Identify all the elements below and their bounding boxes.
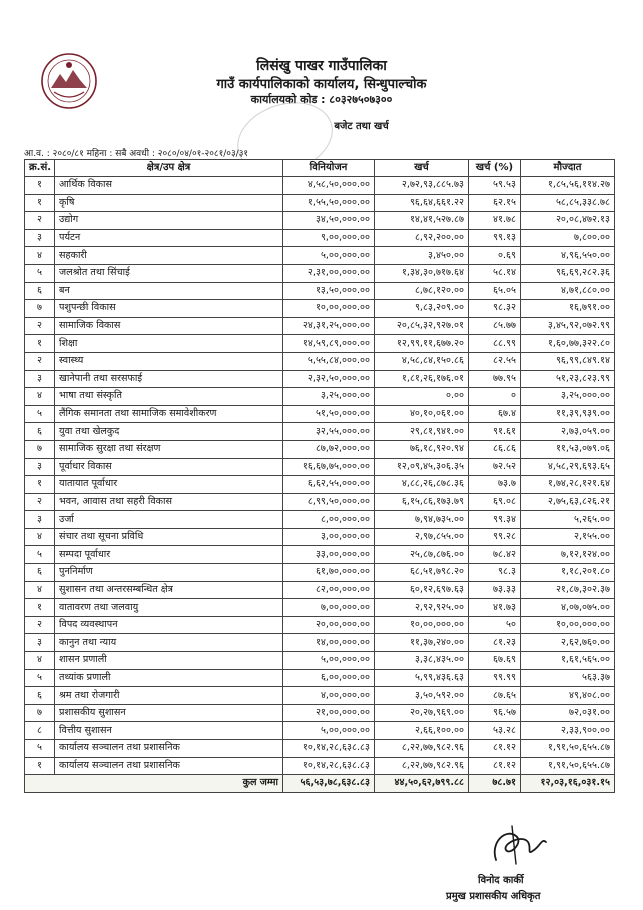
row-percent: ७३.७ — [469, 476, 521, 494]
row-balance: १,१८,२०१.८० — [521, 564, 615, 582]
row-expense: ४०,१०,०६१.०० — [375, 405, 469, 423]
row-serial: १ — [25, 476, 55, 494]
row-percent: ९९.२८ — [469, 528, 521, 546]
table-row — [25, 757, 615, 775]
col-header-balance: मौज्दात — [521, 160, 615, 177]
row-sector: युवा तथा खेलकुद — [55, 423, 283, 441]
row-serial: ७ — [25, 300, 55, 318]
row-balance: ४,९६,५५०.०० — [521, 247, 615, 265]
row-budget: ३४,५०,०००.०० — [283, 212, 375, 230]
row-expense: ७,९४,७३५.०० — [375, 511, 469, 529]
row-sector: विपद व्यवस्थापन — [55, 616, 283, 634]
row-sector: खानेपानी तथा सरसफाई — [55, 370, 283, 388]
row-balance: ११,३९,९३९.०० — [521, 405, 615, 423]
row-sector: सुशासन तथा अन्तरसम्बन्धित क्षेत्र — [55, 581, 283, 599]
row-budget: ३,२५,०००.०० — [283, 388, 375, 406]
table-row — [25, 282, 615, 300]
row-percent: ८७.६५ — [469, 687, 521, 705]
table-row — [25, 352, 615, 370]
row-balance: २,७५,६३,८२६.२१ — [521, 493, 615, 511]
row-sector: सामाजिक सुरक्षा तथा संरक्षण — [55, 440, 283, 458]
row-expense: ४,८८,२६,८७८.३६ — [375, 476, 469, 494]
table-row — [25, 264, 615, 282]
row-sector: वातावरण तथा जलवायु — [55, 599, 283, 617]
row-balance: ५८,८५,३३८.७८ — [521, 194, 615, 212]
row-percent: ८१.१२ — [469, 740, 521, 758]
row-budget: ३३,००,०००.०० — [283, 546, 375, 564]
report-title: बजेट तथा खर्च — [334, 121, 389, 132]
table-row — [25, 317, 615, 335]
row-balance: ९६,९९,८४९.१४ — [521, 352, 615, 370]
row-percent: ५९.५३ — [469, 177, 521, 195]
row-serial: १ — [25, 177, 55, 195]
row-budget: १३,५०,०००.०० — [283, 282, 375, 300]
row-expense: ५,९९,४३६.६३ — [375, 669, 469, 687]
row-serial: ५ — [25, 546, 55, 564]
row-expense: २०,२७,९६९.०० — [375, 704, 469, 722]
row-balance: २,३३,९००.०० — [521, 722, 615, 740]
row-serial: २ — [25, 352, 55, 370]
row-percent: ७७.९५ — [469, 370, 521, 388]
row-serial: ६ — [25, 423, 55, 441]
row-budget: १०,००,०००.०० — [283, 300, 375, 318]
table-row — [25, 194, 615, 212]
row-sector: शिक्षा — [55, 335, 283, 353]
col-header-expense: खर्च — [375, 160, 469, 177]
signatory-name: विनोद कार्की — [478, 875, 524, 886]
row-budget: ४,५८,५०,०००.०० — [283, 177, 375, 195]
table-row — [25, 212, 615, 230]
table-row — [25, 599, 615, 617]
row-sector: पुननिर्माण — [55, 564, 283, 582]
row-serial: ३ — [25, 634, 55, 652]
signatory-designation: प्रमुख प्रशासकीय अधिकृत — [446, 891, 541, 902]
row-balance: ४,५८,२९,६९३.६५ — [521, 458, 615, 476]
row-budget: १४,५९,८९,०००.०० — [283, 335, 375, 353]
row-serial: २ — [25, 616, 55, 634]
fiscal-period: आ.व. : २०८०/८१ महिना : सबै अवधी : २०८०/०४/०१-२०८१/०३/३१ — [24, 149, 249, 159]
row-balance: ७,१२,१२४.०० — [521, 546, 615, 564]
total-percent: ७८.७१ — [469, 775, 521, 793]
row-sector: सहकारी — [55, 247, 283, 265]
row-percent: ९८.३२ — [469, 300, 521, 318]
row-serial: ५ — [25, 405, 55, 423]
table-row — [25, 564, 615, 582]
row-expense: २,६६,१००.०० — [375, 722, 469, 740]
row-budget: ५,००,०००.०० — [283, 652, 375, 670]
table-row — [25, 722, 615, 740]
row-sector: तथ्यांक प्रणाली — [55, 669, 283, 687]
budget-table — [24, 159, 615, 793]
row-balance: २,६२,७६०.०० — [521, 634, 615, 652]
row-balance: ५१,२३,८२३.९९ — [521, 370, 615, 388]
row-sector: वित्तीय सुशासन — [55, 722, 283, 740]
row-budget: ८७,७२,०००.०० — [283, 440, 375, 458]
row-balance: १०,००,०००.०० — [521, 616, 615, 634]
row-expense: २०,८५,३२,९२७.०१ — [375, 317, 469, 335]
row-percent: ८६.८६ — [469, 440, 521, 458]
row-percent: ० — [469, 388, 521, 406]
row-sector: जलश्रोत तथा सिंचाई — [55, 264, 283, 282]
row-expense: ९६,६४,६६१.२२ — [375, 194, 469, 212]
row-expense: ६०,१२,६९७.६३ — [375, 581, 469, 599]
row-expense: २,९७,८५५.०० — [375, 528, 469, 546]
row-budget: ४,००,०००.०० — [283, 687, 375, 705]
row-sector: पर्यटन — [55, 229, 283, 247]
row-expense: ११,३७,२४०.०० — [375, 634, 469, 652]
row-serial: १ — [25, 599, 55, 617]
row-expense: ३,४५०.०० — [375, 247, 469, 265]
row-serial: २ — [25, 493, 55, 511]
row-serial: ४ — [25, 247, 55, 265]
table-row — [25, 669, 615, 687]
row-sector: लैंगिक समानता तथा सामाजिक समावेशीकरण — [55, 405, 283, 423]
row-serial: ३ — [25, 370, 55, 388]
row-percent: ४१.७८ — [469, 212, 521, 230]
signature-icon — [476, 820, 558, 872]
row-budget: ३२,५५,०००.०० — [283, 423, 375, 441]
row-balance: २,७३,०५९.०० — [521, 423, 615, 441]
row-sector: शासन प्रणाली — [55, 652, 283, 670]
row-budget: ५,००,०००.०० — [283, 247, 375, 265]
row-percent: ७३.३३ — [469, 581, 521, 599]
row-budget: ५,५५,८४,०००.०० — [283, 352, 375, 370]
row-budget: २,३२,५०,०००.०० — [283, 370, 375, 388]
row-budget: ८,००,०००.०० — [283, 511, 375, 529]
row-expense: ३,५०,५९२.०० — [375, 687, 469, 705]
row-budget: ६,००,०००.०० — [283, 669, 375, 687]
table-row — [25, 300, 615, 318]
row-sector: आर्थिक विकास — [55, 177, 283, 195]
table-row — [25, 740, 615, 758]
row-balance: ५,२६५.०० — [521, 511, 615, 529]
row-percent: ९८.३ — [469, 564, 521, 582]
row-serial: १ — [25, 194, 55, 212]
total-expense: ४४,५०,६२,७९९.८८ — [375, 775, 469, 793]
row-expense: २,७२,९३,८८५.७३ — [375, 177, 469, 195]
table-row — [25, 229, 615, 247]
row-serial: ५ — [25, 264, 55, 282]
municipality-name: लिसंखु पाखर गाउँपालिका — [256, 58, 387, 74]
row-serial: ५ — [25, 669, 55, 687]
row-percent: ६९.०८ — [469, 493, 521, 511]
row-budget: १,५५,५०,०००.०० — [283, 194, 375, 212]
row-expense: ८,२२,७७,९८२.९६ — [375, 757, 469, 775]
row-budget: ८२,००,०००.०० — [283, 581, 375, 599]
row-budget: ६,६२,५५,०००.०० — [283, 476, 375, 494]
office-code: कार्यालयको कोड : ८०३२७५०७३०० — [250, 93, 393, 106]
row-budget: ६१,७०,०००.०० — [283, 564, 375, 582]
row-percent: ६५.०५ — [469, 282, 521, 300]
row-percent: ५० — [469, 616, 521, 634]
row-expense: ३,३८,४३५.०० — [375, 652, 469, 670]
table-row — [25, 634, 615, 652]
row-percent: ७८.४२ — [469, 546, 521, 564]
row-balance: ९६,६९,२८२.३६ — [521, 264, 615, 282]
row-serial: ३ — [25, 458, 55, 476]
row-sector: बन — [55, 282, 283, 300]
row-percent: ८२.५५ — [469, 352, 521, 370]
row-balance: २,१५५.०० — [521, 528, 615, 546]
row-expense: ७६,१८,९२०.९४ — [375, 440, 469, 458]
row-balance: १,६१,५६५.०० — [521, 652, 615, 670]
row-serial: ६ — [25, 687, 55, 705]
row-serial: १ — [25, 335, 55, 353]
row-balance: १६,७९१.०० — [521, 300, 615, 318]
col-header-sector: क्षेत्र/उप क्षेत्र — [55, 160, 283, 177]
row-budget: २४,३१,२५,०००.०० — [283, 317, 375, 335]
row-budget: ८,९९,५०,०००.०० — [283, 493, 375, 511]
row-sector: कानुन तथा न्याय — [55, 634, 283, 652]
col-header-percent: खर्च (%) — [469, 160, 521, 177]
row-sector: पशुपन्छी विकास — [55, 300, 283, 318]
table-row — [25, 476, 615, 494]
row-balance: १,६०,७७,३२२.८० — [521, 335, 615, 353]
total-row — [25, 775, 615, 793]
row-percent: ८१.१२ — [469, 757, 521, 775]
total-budget: ५६,५३,७८,६३८.८३ — [283, 775, 375, 793]
row-expense: १२,९९,११,६७७.२० — [375, 335, 469, 353]
row-serial: ७ — [25, 704, 55, 722]
row-sector: यातायात पूर्वाधार — [55, 476, 283, 494]
row-balance: ४,०७,०७५.०० — [521, 599, 615, 617]
row-budget: १०,१४,२८,६३८.८३ — [283, 757, 375, 775]
row-balance: १,९१,५०,६५५.८७ — [521, 740, 615, 758]
row-budget: ९,००,०००.०० — [283, 229, 375, 247]
total-label: कुल जम्मा — [25, 775, 283, 793]
row-percent: ६७.६९ — [469, 652, 521, 670]
row-sector: भवन, आवास तथा सहरी विकास — [55, 493, 283, 511]
row-percent: ६७.४ — [469, 405, 521, 423]
row-budget: ३,००,०००.०० — [283, 528, 375, 546]
office-name: गाउँ कार्यपालिकाको कार्यालय, सिन्धुपाल्चोक — [216, 77, 427, 92]
row-percent: ४१.७३ — [469, 599, 521, 617]
row-sector: भाषा तथा संस्कृति — [55, 388, 283, 406]
row-percent: ९६.५७ — [469, 704, 521, 722]
row-percent: ८१.२३ — [469, 634, 521, 652]
table-row — [25, 687, 615, 705]
row-sector: कृषि — [55, 194, 283, 212]
row-sector: प्रशासकीय सुशासन — [55, 704, 283, 722]
row-expense: ४,५८,८४,१५०.८६ — [375, 352, 469, 370]
table-row — [25, 388, 615, 406]
row-balance: ७२,०३१.०० — [521, 704, 615, 722]
row-percent: ६२.१५ — [469, 194, 521, 212]
row-balance: ५६३.३७ — [521, 669, 615, 687]
row-serial: ४ — [25, 388, 55, 406]
row-sector: पूर्वाधार विकास — [55, 458, 283, 476]
row-budget: २०,००,०००.०० — [283, 616, 375, 634]
row-sector: श्रम तथा रोजगारी — [55, 687, 283, 705]
row-budget: ५,००,०००.०० — [283, 722, 375, 740]
row-budget: ५१,५०,०००.०० — [283, 405, 375, 423]
row-serial: २ — [25, 317, 55, 335]
table-row — [25, 405, 615, 423]
row-expense: २९,८१,९४१.०० — [375, 423, 469, 441]
row-expense: ८,७८,१२०.०० — [375, 282, 469, 300]
row-expense: ६८,५१,७९८.२० — [375, 564, 469, 582]
row-serial: २ — [25, 212, 55, 230]
row-expense: १,८१,२६,१७६.०१ — [375, 370, 469, 388]
row-serial: ४ — [25, 528, 55, 546]
row-sector: उर्जा — [55, 511, 283, 529]
table-row — [25, 616, 615, 634]
row-balance: २१,८७,३०२.३७ — [521, 581, 615, 599]
row-percent: ८५.७७ — [469, 317, 521, 335]
row-balance: ११,५३,०७९.०६ — [521, 440, 615, 458]
row-serial: ३ — [25, 229, 55, 247]
row-expense: ९,८३,२०९.०० — [375, 300, 469, 318]
table-row — [25, 581, 615, 599]
row-budget: १०,१४,२८,६३८.८३ — [283, 740, 375, 758]
col-header-budget: विनियोजन — [283, 160, 375, 177]
row-budget: ७,००,०००.०० — [283, 599, 375, 617]
row-serial: ३ — [25, 511, 55, 529]
row-balance: ३,२५,०००.०० — [521, 388, 615, 406]
row-percent: ८८.९९ — [469, 335, 521, 353]
table-row — [25, 247, 615, 265]
row-expense: १४,४१,५२७.८७ — [375, 212, 469, 230]
row-expense: ०.०० — [375, 388, 469, 406]
total-balance: १२,०३,१६,०३१.१५ — [521, 775, 615, 793]
table-row — [25, 335, 615, 353]
row-budget: २,३१,००,०००.०० — [283, 264, 375, 282]
table-row — [25, 440, 615, 458]
row-budget: २१,००,०००.०० — [283, 704, 375, 722]
row-percent: ९९.१३ — [469, 229, 521, 247]
row-expense: १,३४,३०,७१७.६४ — [375, 264, 469, 282]
row-serial: ५ — [25, 740, 55, 758]
row-sector: कार्यालय सञ्चालन तथा प्रशासनिक — [55, 757, 283, 775]
row-sector: सामाजिक विकास — [55, 317, 283, 335]
row-percent: ९१.६१ — [469, 423, 521, 441]
table-row — [25, 652, 615, 670]
row-expense: २,९२,९२५.०० — [375, 599, 469, 617]
row-balance: २०,०८,४७२.१३ — [521, 212, 615, 230]
row-expense: ६,१५,८६,१७३.७९ — [375, 493, 469, 511]
row-budget: १४,००,०००.०० — [283, 634, 375, 652]
row-expense: २५,८७,८७६.०० — [375, 546, 469, 564]
row-sector: सम्पदा पूर्वाधार — [55, 546, 283, 564]
table-header-row — [25, 160, 615, 177]
row-sector: कार्यालय सञ्चालन तथा प्रशासनिक — [55, 740, 283, 758]
row-serial: ७ — [25, 440, 55, 458]
row-balance: १,७४,२८,१२१.६४ — [521, 476, 615, 494]
row-expense: ८,२२,७७,९८२.९६ — [375, 740, 469, 758]
row-serial: ४ — [25, 652, 55, 670]
row-balance: १,८५,५६,११४.२७ — [521, 177, 615, 195]
row-balance: ७,८००.०० — [521, 229, 615, 247]
row-balance: ३,४५,९२,०७२.९९ — [521, 317, 615, 335]
row-serial: ६ — [25, 282, 55, 300]
row-budget: १६,६७,७५,०००.०० — [283, 458, 375, 476]
table-row — [25, 458, 615, 476]
row-expense: १०,००,०००.०० — [375, 616, 469, 634]
table-row — [25, 528, 615, 546]
table-row — [25, 511, 615, 529]
row-percent: ५८.१४ — [469, 264, 521, 282]
row-expense: १२,०९,४५,३०६.३५ — [375, 458, 469, 476]
table-row — [25, 370, 615, 388]
col-header-sn: क्र.सं. — [25, 160, 55, 177]
row-percent: ०.६९ — [469, 247, 521, 265]
row-serial: १ — [25, 757, 55, 775]
row-serial: ६ — [25, 564, 55, 582]
table-row — [25, 177, 615, 195]
row-serial: ८ — [25, 722, 55, 740]
row-balance: १,९१,५०,६५५.८७ — [521, 757, 615, 775]
row-expense: ८,९२,२००.०० — [375, 229, 469, 247]
table-row — [25, 423, 615, 441]
row-balance: ४९,४०८.०० — [521, 687, 615, 705]
row-percent: ९९.९९ — [469, 669, 521, 687]
row-balance: ४,७१,८८०.०० — [521, 282, 615, 300]
table-row — [25, 546, 615, 564]
row-sector: स्वास्थ्य — [55, 352, 283, 370]
row-percent: ७२.५२ — [469, 458, 521, 476]
row-percent: ५३.२८ — [469, 722, 521, 740]
row-sector: संचार तथा सूचना प्रविधि — [55, 528, 283, 546]
row-sector: उद्योग — [55, 212, 283, 230]
row-serial: ४ — [25, 581, 55, 599]
table-row — [25, 704, 615, 722]
table-row — [25, 493, 615, 511]
row-percent: ९९.३४ — [469, 511, 521, 529]
